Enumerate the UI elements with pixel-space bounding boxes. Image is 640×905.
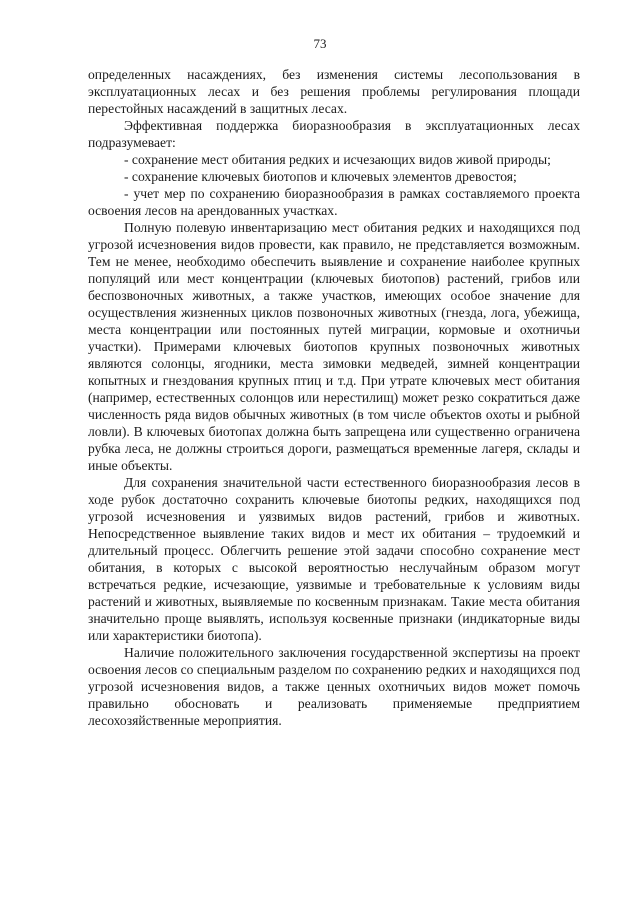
paragraph-continuation: определенных насаждениях, без изменения системы лесопользования в эксплуатационных лесах и без решения проблемы регулирования площади перестойных насаждений в защитных лесах. [88,67,580,116]
paragraph-expertise: Наличие положительного заключения государственной экспертизы на проект освоения лесов со специальным разделом по сохранению редких и находящихся под угрозой исчезновения видов, а также ценных охотничьих видов может помочь правильно обосновать и реализовать применяемые предприятием лесохозяйственные мероприятия. [88,645,580,728]
paragraph-biodiversity-intro: Эффективная поддержка биоразнообразия в эксплуатационных лесах подразумевает: [88,118,580,150]
paragraph-preservation: Для сохранения значительной части естественного биоразнообразия лесов в ходе рубок достаточно сохранить ключевые биотопы редких, находящихся под угрозой исчезновения и уязвимых видов растений, грибов и животных. Непосредственное выявление таких видов и мест их обитания – трудоемкий и длительный процесс. Облегчить решение этой задачи способно сохранение мест обитания, в которых с высокой вероятностью неслучайным образом могут встречаться редкие, исчезающие, уязвимые и требовательные к условиям виды растений и животных, выявляемые по косвенным признакам. Такие места обитания значительно проще выявлять, используя косвенные признаки (индикаторные виды или характеристики биотопа). [88,475,580,643]
list-item-key-biotopes: - сохранение ключевых биотопов и ключевых элементов древостоя; [124,169,517,184]
body-text [88,66,580,729]
list-item-measures: - учет мер по сохранению биоразнообразия в рамках составляемого проекта освоения лесов на арендованных участках. [88,186,580,218]
page-number: 73 [313,36,327,51]
paragraph-inventory: Полную полевую инвентаризацию мест обитания редких и находящихся под угрозой исчезновения видов провести, как правило, не представляется возможным. Тем не менее, необходимо обеспечить выявление и сохранение наиболее крупных популяций или мест концентрации (ключевых биотопов) растений, грибов или беспозвоночных животных, а также участков, имеющих особое значение для осуществления жизненных циклов позвоночных животных (гнезда, лога, убежища, места концентрации или постоянных путей миграции, кормовые и охотничьи участки). Примерами ключевых биотопов крупных позвоночных животных являются солонцы, ягодники, места зимовки медведей, зимней концентрации копытных и гнездования крупных птиц и т.д. При утрате ключевых мест обитания (например, естественных солонцов или нерестилищ) может резко сократиться даже численность ряда видов обычных животных (в том числе объектов охоты и рыбной ловли). В ключевых биотопах должна быть запрещена или существенно ограничена рубка леса, не должны строиться дороги, размещаться временные лагеря, склады и иные объекты. [88,220,580,473]
list-item-habitats: - сохранение мест обитания редких и исчезающих видов живой природы; [124,152,551,167]
